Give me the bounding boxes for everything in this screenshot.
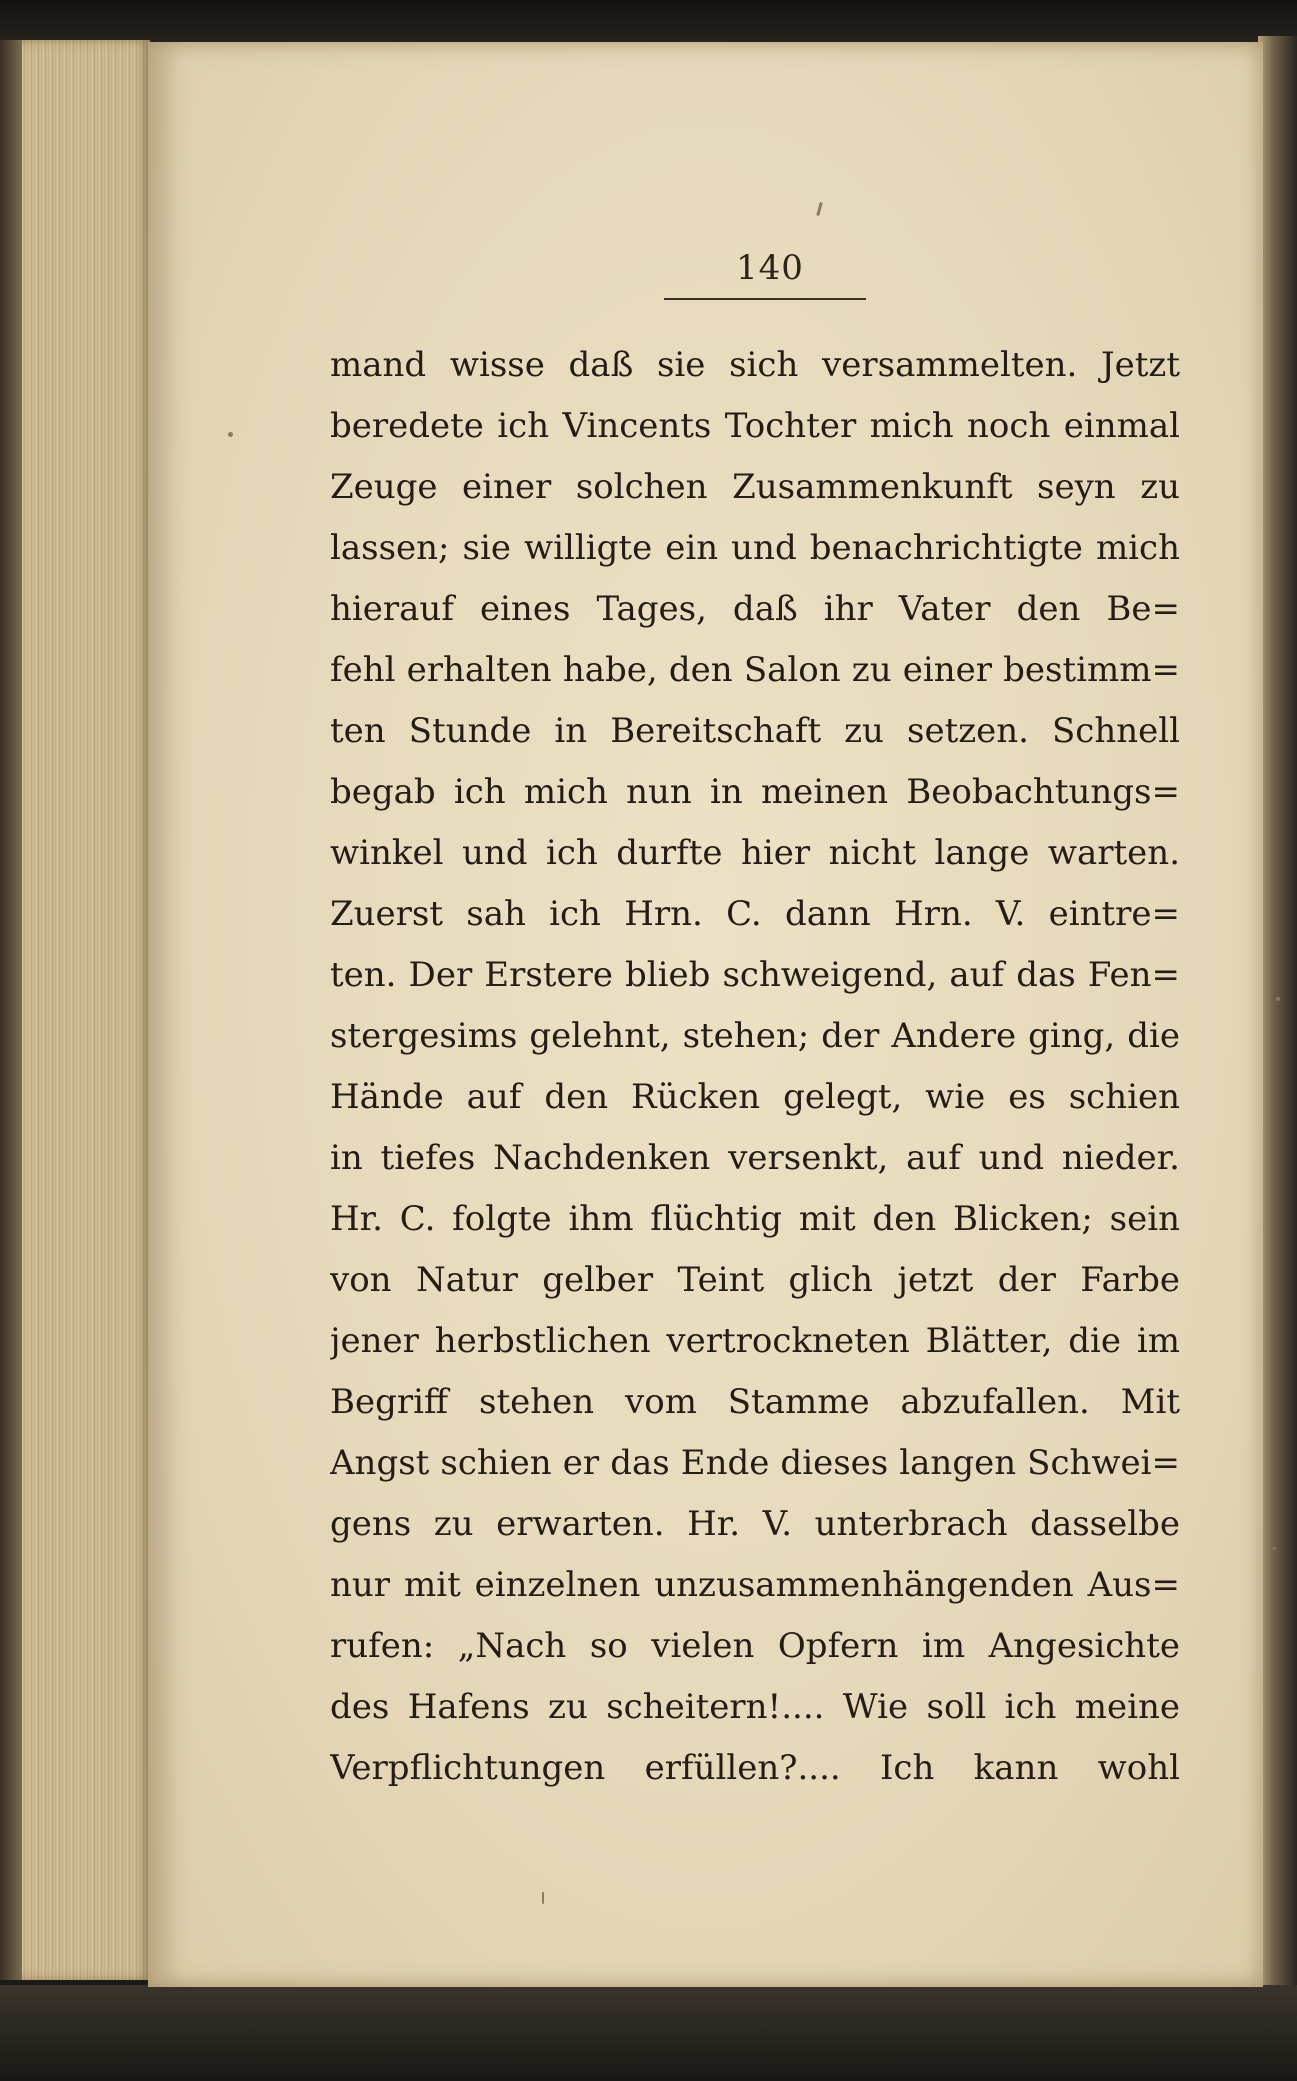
text-line: Verpflichtungen erfüllen?.... Ich kann wohl xyxy=(330,1748,1180,1788)
text-line: von Natur gelber Teint glich jetzt der Farbe xyxy=(330,1260,1180,1300)
text-line: stergesims gelehnt, stehen; der Andere ging, die xyxy=(330,1016,1180,1056)
text-line: begab ich mich nun in meinen Beobachtungs= xyxy=(330,772,1180,812)
text-line: ten Stunde in Bereitschaft zu setzen. Schnell xyxy=(330,711,1180,751)
paper-speck xyxy=(542,1892,544,1904)
text-line: jener herbstlichen vertrockneten Blätter, die im xyxy=(330,1321,1180,1361)
text-line: Begriff stehen vom Stamme abzufallen. Mit xyxy=(330,1382,1180,1422)
paper-speck xyxy=(1273,1547,1276,1550)
text-line: des Hafens zu scheitern!.... Wie soll ich meine xyxy=(330,1687,1180,1727)
text-line: Hr. C. folgte ihm flüchtig mit den Blicken; sein xyxy=(330,1199,1180,1239)
text-line: gens zu erwarten. Hr. V. unterbrach dasselbe xyxy=(330,1504,1180,1544)
text-line: rufen: „Nach so vielen Opfern im Angesichte xyxy=(330,1626,1180,1666)
paper-speck xyxy=(1276,997,1280,1001)
text-line: in tiefes Nachdenken versenkt, auf und nieder. xyxy=(330,1138,1180,1178)
text-line: ten. Der Erstere blieb schweigend, auf das Fen= xyxy=(330,955,1180,995)
page-stack-edges xyxy=(0,40,150,1980)
body-text xyxy=(330,335,1180,1799)
text-line: Zuerst sah ich Hrn. C. dann Hrn. V. eintre= xyxy=(330,894,1180,934)
book-right-edge xyxy=(1258,36,1297,1996)
page-number: 140 xyxy=(736,248,804,288)
text-line: hierauf eines Tages, daß ihr Vater den Be= xyxy=(330,589,1180,629)
paper-speck xyxy=(228,432,233,437)
text-line: lassen; sie willigte ein und benachrichtigte mich xyxy=(330,528,1180,568)
page-number-rule xyxy=(664,298,866,300)
text-line: beredete ich Vincents Tochter mich noch einmal xyxy=(330,406,1180,446)
text-line: Angst schien er das Ende dieses langen Schwei= xyxy=(330,1443,1180,1483)
text-line: fehl erhalten habe, den Salon zu einer bestimm= xyxy=(330,650,1180,690)
text-line: winkel und ich durfte hier nicht lange warten. xyxy=(330,833,1180,873)
paper-speck xyxy=(816,202,823,216)
book-cover-bottom-edge xyxy=(0,1985,1297,2081)
text-line: Hände auf den Rücken gelegt, wie es schien xyxy=(330,1077,1180,1117)
page-stack-shadow xyxy=(0,40,22,1980)
text-line: mand wisse daß sie sich versammelten. Jetzt xyxy=(330,345,1180,385)
text-line: nur mit einzelnen unzusammenhängenden Aus= xyxy=(330,1565,1180,1605)
text-line: Zeuge einer solchen Zusammenkunft seyn zu xyxy=(330,467,1180,507)
